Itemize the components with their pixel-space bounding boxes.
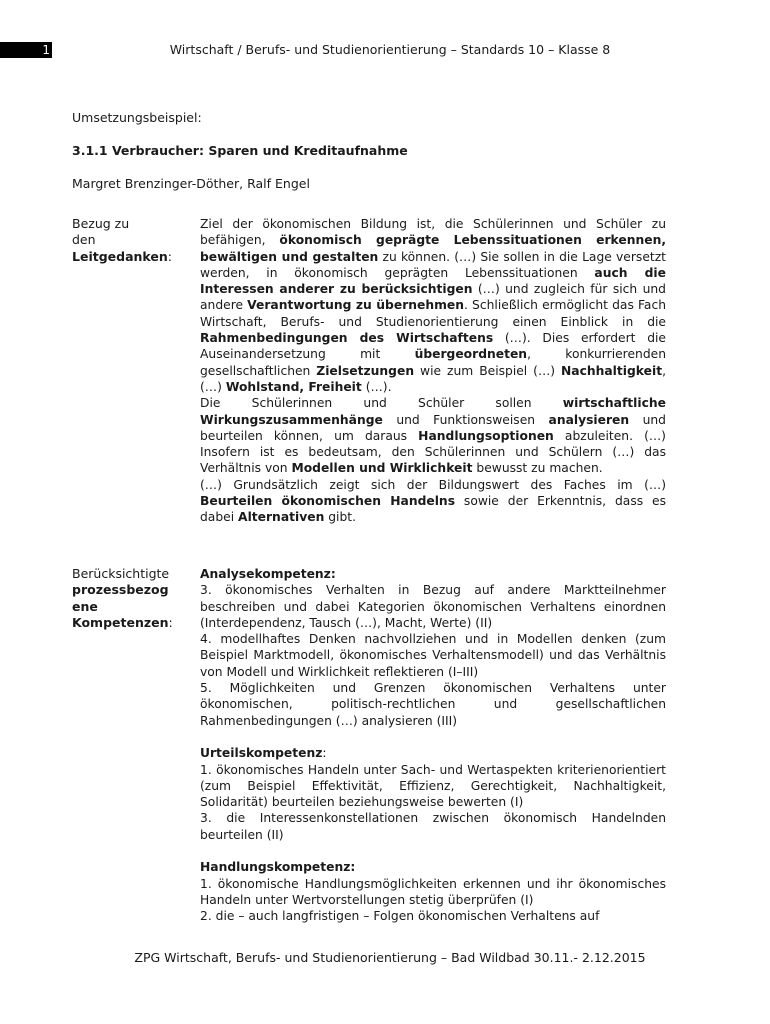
label-line [72,216,190,232]
section-title: 3.1.1 Verbraucher: Sparen und Kreditaufnahme [72,143,408,158]
page-footer: ZPG Wirtschaft, Berufs- und Studienorientierung – Bad Wildbad 30.11.- 2.12.2015 [134,950,646,965]
row-label [72,566,190,631]
emphasis-text: Alternativen [238,510,325,525]
text-run: , (…) [200,363,666,394]
text-run: und beurteilen können, um daraus [200,412,666,443]
spacer [200,843,666,859]
text-run: Berücksichtigte [72,566,170,581]
text-run: bewusst zu machen. [472,461,603,476]
text-run: und Funktionsweisen [382,412,549,427]
emphasis-text: Handlungsoptionen [418,428,554,443]
paragraph [200,216,666,395]
emphasis-text: auch die Interessen anderer zu berücksichtigen [200,265,666,297]
paragraph [200,582,666,631]
text-run: sowie der Erkenntnis, dass es dabei [200,494,667,525]
paragraph [200,876,666,909]
emphasis-text: Urteilskompetenz [200,746,323,761]
paragraph [200,810,666,843]
emphasis-text: ene [72,598,98,614]
row-label [72,216,190,265]
page-number: 1 [0,42,52,58]
emphasis-text: Rahmenbedingungen des Wirtschaftens [200,331,494,346]
emphasis-text: Analysekompetenz: [200,567,336,581]
text-run: 1. ökonomische Handlungsmöglichkeiten erkennen und ihr ökonomisches Handeln unter Wertvorstellungen stetig überprüfen (I) [200,876,666,907]
emphasis-text: Nachhaltigkeit [561,363,663,378]
text-run: wie zum Beispiel (…) [414,363,561,378]
text-run: (…) und zugleich für sich und andere [200,282,666,313]
text-run: 2. die – auch langfristigen – Folgen ökonomischen Verhaltens auf [200,909,600,924]
text-run: 3. ökonomisches Verhalten in Bezug auf andere Marktteilnehmer beschreiben und dabei Kategorien ökonomischen Verhaltens einordnen (Interdependenz, Tausch (…), Macht, Werte) (II) [200,583,666,630]
text-run: : [322,746,327,761]
text-run: (…). Dies erfordert die Auseinandersetzung mit [200,331,666,362]
label-line [72,599,190,615]
example-label: Umsetzungsbeispiel: [72,110,202,125]
emphasis-text: übergeordneten [414,347,528,362]
paragraph [200,477,666,526]
text-run: 3. die Interessenkonstellationen zwischen ökonomisch Handelnden beurteilen (II) [200,811,666,842]
row-content [200,216,666,526]
paragraph [200,395,666,476]
paragraph [200,762,666,811]
text-run: Die Schülerinnen und Schüler sollen [200,396,563,411]
text-run: zu können. (…) Sie sollen in die Lage versetzt werden, in ökonomisch geprägten Lebenssituationen [200,249,666,280]
emphasis-text: Wohlstand, Freiheit [225,379,362,394]
paragraph [200,631,666,680]
paragraph [200,566,666,582]
spacer [200,729,666,745]
label-line [72,249,190,265]
label-suffix: : [168,614,173,630]
text-run: 1. ökonomisches Handeln unter Sach- und Wertaspekten kriterienorientiert (zum Beispiel Effektivität, Effizienz, Gerechtigkeit, Nachhaltigkeit, Solidarität) beurteilen beziehungsweise bewerten (I) [200,762,666,810]
emphasis-text: ökonomisch geprägte Lebenssituationen erkennen, bewältigen und gestalten [200,233,666,264]
paragraph [200,908,666,924]
emphasis-text: Modellen und Wirklichkeit [291,461,473,476]
emphasis-text: Kompetenzen [72,614,169,630]
label-line [72,232,190,248]
text-run: abzuleiten. (…) Insofern ist es bedeutsam, den Schülerinnen und Schülern (…) das Verhältnis von [200,428,666,476]
text-run: (…) Grundsätzlich zeigt sich der Bildungswert des Faches im (…) [200,477,666,492]
text-run: (…). [361,379,392,394]
emphasis-text: Verantwortung zu übernehmen [247,298,465,313]
text-run: 5. Möglichkeiten und Grenzen ökonomischen Verhaltens unter ökonomischen, politisch-rechtlichen und gesellschaftlichen Rahmenbedingungen (…) analysieren (III) [200,681,666,728]
text-run: . Schließlich ermöglicht das Fach Wirtschaft, Berufs- und Studienorientierung einen Einblick in die [200,298,667,329]
row-content [200,566,666,925]
label-suffix: : [167,248,172,264]
emphasis-text: analysieren [548,412,630,427]
emphasis-text: Handlungskompetenz: [200,860,356,875]
label-line [72,566,190,582]
text-run: Ziel der ökonomischen Bildung ist, die Schülerinnen und Schüler zu befähigen, [200,217,666,248]
text-run: Bezug zu [72,216,130,231]
emphasis-text: Leitgedanken [72,248,168,264]
emphasis-text: Zielsetzungen [316,363,415,378]
paragraph [200,745,666,761]
paragraph [200,859,666,875]
text-run: gibt. [324,510,356,525]
emphasis-text: prozessbezog [72,582,169,598]
text-run: 4. modellhaftes Denken nachvollziehen und in Modellen denken (zum Beispiel Marktmodell, ökonomisches Verhaltensmodell) und das Verhältnis von Modell und Wirklichkeit reflektieren (I–III) [200,632,666,679]
label-line [72,582,190,598]
page-header: Wirtschaft / Berufs- und Studienorientierung – Standards 10 – Klasse 8 [169,42,611,57]
text-run: den [72,232,96,248]
paragraph [200,680,666,729]
emphasis-text: Beurteilen ökonomischen Handelns [200,494,456,509]
text-run: , konkurrierenden gesellschaftlichen [200,347,666,378]
label-line [72,615,190,631]
authors: Margret Brenzinger-Döther, Ralf Engel [72,176,310,191]
emphasis-text: wirtschaftliche Wirkungszusammenhänge [200,396,666,427]
